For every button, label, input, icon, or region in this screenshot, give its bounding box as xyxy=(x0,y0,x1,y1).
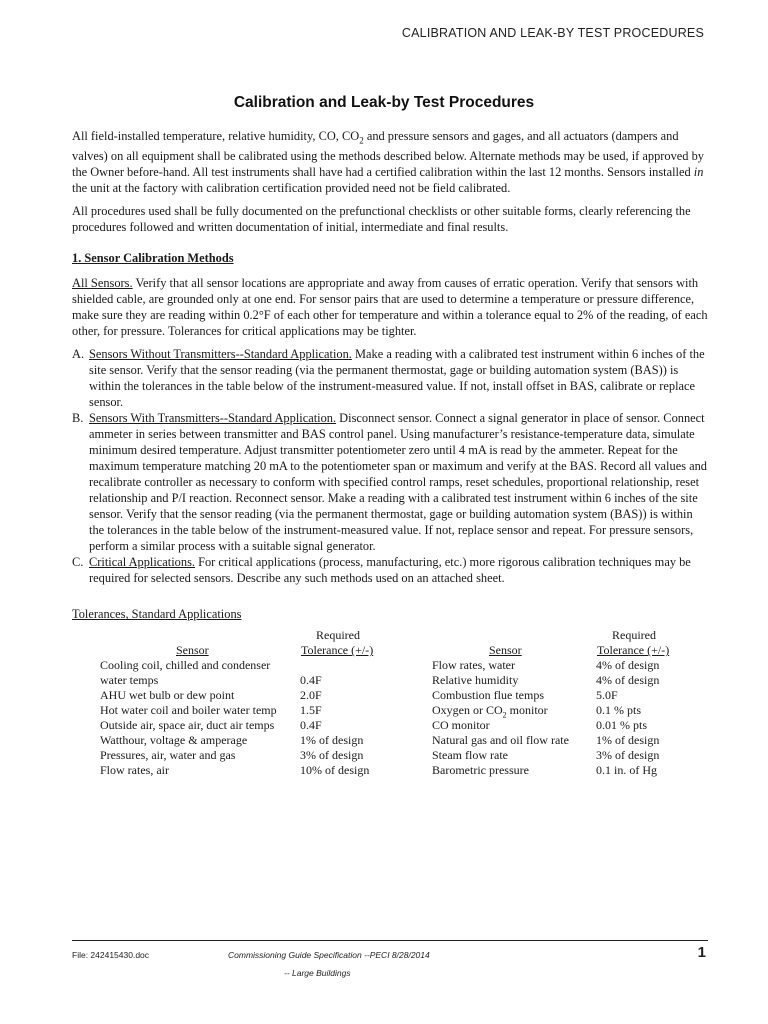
tolerances-right-column xyxy=(432,628,708,778)
footer-filename: File: 242415430.doc xyxy=(72,950,150,960)
tolerances-left-column xyxy=(100,628,400,778)
table-row: Hot water coil and boiler water temp 1.5F xyxy=(100,703,322,718)
table-row: AHU wet bulb or dew point 2.0F xyxy=(100,688,322,703)
intro-paragraph-2: All procedures used shall be fully documented on the prefunctional checklists or other suitable forms, clearly referencing the procedures followed and written documentation of initial, intermediate and final results. xyxy=(72,204,691,235)
table-row: Barometric pressure 0.1 in. of Hg xyxy=(432,763,657,778)
tolerance-header: Tolerance (+/-) xyxy=(597,643,670,658)
required-header: Required xyxy=(316,628,360,643)
section-heading: 1. Sensor Calibration Methods xyxy=(72,251,234,266)
procedure-label: Sensors With Transmitters--Standard Application. xyxy=(89,411,337,426)
page-number: 1 xyxy=(697,944,706,961)
tolerances-caption: Tolerances, Standard Applications xyxy=(72,607,242,622)
procedure-item-a: A. Sensors Without Transmitters--Standard Application. Make a reading with a calibrated test instrument within 6 inches of the site sensor. Verify that the sensor reading (via the permanent thermostat, gage or building automation system (BAS)) is within the tolerances in the table below of the instrument-measured value. If not, install offset in BAS, calibrate or replace sensor. xyxy=(72,347,705,410)
procedure-list xyxy=(72,346,708,586)
all-sensors-label: All Sensors. xyxy=(72,276,133,291)
procedure-item-b: B. Sensors With Transmitters--Standard Application. Disconnect sensor. Connect a signal generator in place of sensor. Connect ammeter in series between transmitter and BAS control panel. Using manufacturer’s resistance-temperature data, simulate minimum desired temperature. Adjust transmitter potentiometer zero until 4 mA is read by the ammeter. Repeat for the maximum temperature matching 20 mA to the potentiometer span or maximum and verify at the BAS. Record all values and recalibrate controller as necessary to conform with specified control ramps, reset schedules, proportional relationship, reset relationship and P/I reaction. Reconnect sensor. Make a reading with a calibrated test instrument within 6 inches of the site sensor. Verify that the sensor reading (via the permanent thermostat, gage or building automation system (BAS)) is within the tolerances in the table below of the instrument-measured value. If not, replace sensor and repeat. For pressure sensors, perform a similar process with a suitable signal generator. xyxy=(72,411,708,554)
table-row: Pressures, air, water and gas 3% of design xyxy=(100,748,364,763)
table-row: Combustion flue temps 5.0F xyxy=(432,688,618,703)
table-row: Watthour, voltage & amperage 1% of design xyxy=(100,733,364,748)
tolerance-header: Tolerance (+/-) xyxy=(301,643,374,658)
procedure-item-c: C. Critical Applications. For critical applications (process, manufacturing, etc.) more rigorous calibration techniques may be required for selected sensors. Describe any such methods used on an attached sheet. xyxy=(72,555,691,586)
sensor-header: Sensor xyxy=(176,643,209,658)
table-row: Natural gas and oil flow rate 1% of design xyxy=(432,733,660,748)
table-row: Cooling coil, chilled and condenser xyxy=(100,658,271,673)
document-title: Calibration and Leak-by Test Procedures xyxy=(233,94,535,111)
footer-divider xyxy=(72,940,708,941)
all-sensors-paragraph: All Sensors. Verify that all sensor locations are appropriate and away from causes of erratic operation. Verify that sensors with shielded cable, are grounded only at one end. For sensor pairs that are used to determine a temperature or pressure difference, make sure they are reading within 0.2°F of each other for temperature and within a tolerance equal to 2% of the reading, of each other, for pressure. Tolerances for critical applications may be tighter. xyxy=(72,276,708,339)
procedure-label: Critical Applications. xyxy=(89,555,195,570)
footer-guide-subtitle: -- Large Buildings xyxy=(284,968,351,978)
page-footer xyxy=(72,944,708,988)
procedure-label: Sensors Without Transmitters--Standard Application. xyxy=(89,347,352,362)
running-header: CALIBRATION AND LEAK-BY TEST PROCEDURES xyxy=(401,26,704,40)
sensor-header: Sensor xyxy=(489,643,522,658)
document-body xyxy=(72,128,708,778)
required-header: Required xyxy=(612,628,656,643)
tolerances-table xyxy=(72,628,708,778)
table-row: Flow rates, water 4% of design xyxy=(432,658,660,673)
table-row: Flow rates, air 10% of design xyxy=(100,763,370,778)
table-row: Oxygen or $CO_2$ monitor 0.1 % pts xyxy=(432,703,641,720)
table-row: Outside air, space air, duct air temps 0.4F xyxy=(100,718,322,733)
table-row: Steam flow rate 3% of design xyxy=(432,748,660,763)
intro-paragraph-1: All field-installed temperature, relative humidity, CO, $CO_2$ and pressure sensors and gages, and all actuators (dampers and valves) on all equipment shall be calibrated using the methods described below. Alternate methods may be used, if approved by the Owner before-hand. All test instruments shall have had a certified calibration within the last 12 months. Sensors installed in the unit at the factory with calibration certification provided need not be field calibrated. xyxy=(72,129,704,196)
table-row: water temps 0.4F xyxy=(100,673,322,688)
footer-guide-title: Commissioning Guide Specification --PECI 8/28/2014 xyxy=(228,950,430,960)
table-row: Relative humidity 4% of design xyxy=(432,673,660,688)
table-row: CO monitor 0.01 % pts xyxy=(432,718,647,733)
